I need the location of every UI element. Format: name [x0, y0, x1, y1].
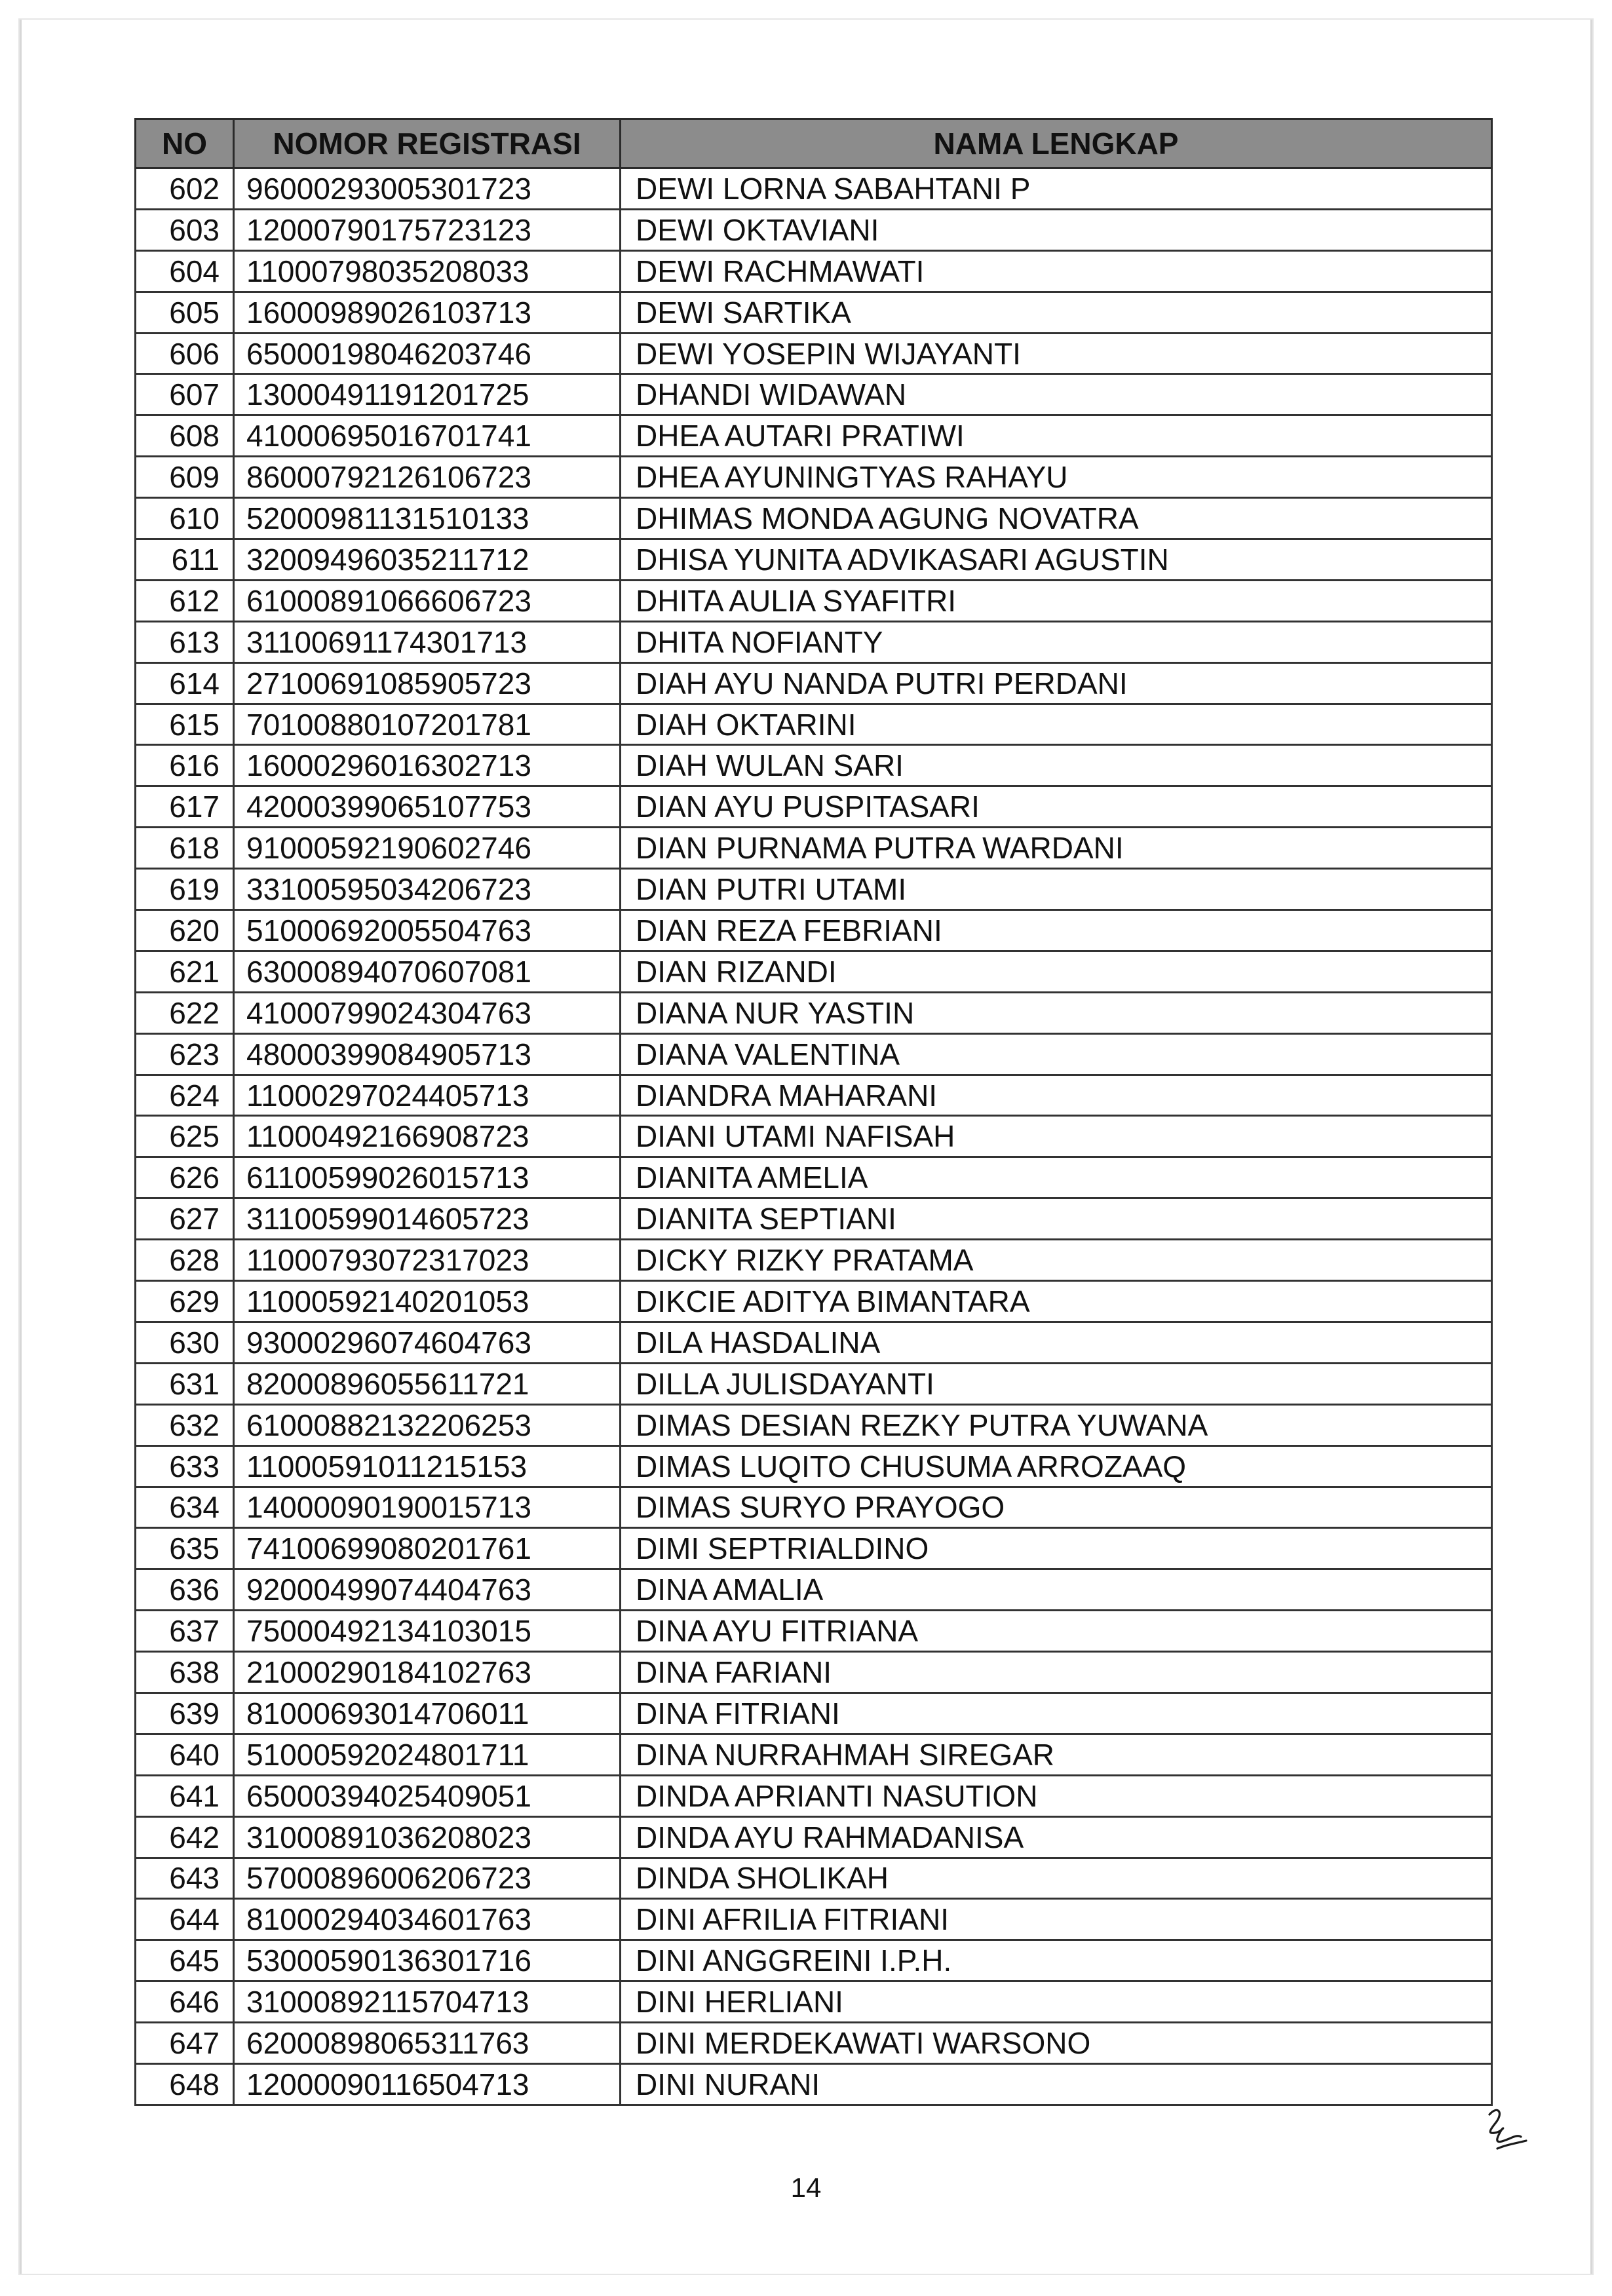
row-number-cell: 642 [136, 1816, 234, 1858]
table-row [136, 745, 1492, 786]
full-name-cell: DICKY RIZKY PRATAMA [621, 1240, 1492, 1281]
registration-number-cell: 52000981131510133 [234, 498, 621, 539]
table-row [136, 951, 1492, 992]
table-row [136, 292, 1492, 333]
registration-number-cell: 81000294034601763 [234, 1899, 621, 1940]
table-row [136, 992, 1492, 1033]
registration-number-cell: 53000590136301716 [234, 1940, 621, 1981]
row-number-cell: 632 [136, 1404, 234, 1445]
registration-number-cell: 11000592140201053 [234, 1281, 621, 1322]
full-name-cell: DIANA NUR YASTIN [621, 992, 1492, 1033]
full-name-cell: DIAH AYU NANDA PUTRI PERDANI [621, 662, 1492, 704]
full-name-cell: DHISA YUNITA ADVIKASARI AGUSTIN [621, 539, 1492, 581]
row-number-cell: 639 [136, 1693, 234, 1734]
table-row [136, 1652, 1492, 1693]
table-row [136, 1816, 1492, 1858]
row-number-cell: 604 [136, 250, 234, 292]
row-number-cell: 623 [136, 1033, 234, 1075]
registration-number-cell: 65000394025409051 [234, 1775, 621, 1816]
row-number-cell: 634 [136, 1487, 234, 1528]
full-name-cell: DIKCIE ADITYA BIMANTARA [621, 1281, 1492, 1322]
table-row [136, 1693, 1492, 1734]
table-row [136, 498, 1492, 539]
registration-number-cell: 42000399065107753 [234, 786, 621, 828]
registration-number-cell: 12000790175723123 [234, 209, 621, 250]
row-number-cell: 633 [136, 1445, 234, 1487]
registration-number-cell: 14000090190015713 [234, 1487, 621, 1528]
row-number-cell: 611 [136, 539, 234, 581]
full-name-cell: DINA FITRIANI [621, 1693, 1492, 1734]
full-name-cell: DIANDRA MAHARANI [621, 1075, 1492, 1116]
table-row [136, 1445, 1492, 1487]
row-number-cell: 621 [136, 951, 234, 992]
registration-number-cell: 57000896006206723 [234, 1858, 621, 1899]
table-row [136, 1940, 1492, 1981]
full-name-cell: DINA FARIANI [621, 1652, 1492, 1693]
table-row [136, 1981, 1492, 2023]
full-name-cell: DIANITA SEPTIANI [621, 1198, 1492, 1240]
registration-number-cell: 70100880107201781 [234, 704, 621, 745]
row-number-cell: 644 [136, 1899, 234, 1940]
row-number-cell: 610 [136, 498, 234, 539]
table-row [136, 1322, 1492, 1363]
registration-number-cell: 16000989026103713 [234, 292, 621, 333]
registration-number-cell: 27100691085905723 [234, 662, 621, 704]
registration-number-cell: 81000693014706011 [234, 1693, 621, 1734]
registration-number-cell: 74100699080201761 [234, 1528, 621, 1569]
registration-number-cell: 51000692005504763 [234, 910, 621, 951]
registration-number-cell: 31100599014605723 [234, 1198, 621, 1240]
registration-number-cell: 91000592190602746 [234, 828, 621, 869]
full-name-cell: DIMAS DESIAN REZKY PUTRA YUWANA [621, 1404, 1492, 1445]
row-number-cell: 628 [136, 1240, 234, 1281]
full-name-cell: DILLA JULISDAYANTI [621, 1363, 1492, 1404]
table-row [136, 1734, 1492, 1775]
registration-number-cell: 11000591011215153 [234, 1445, 621, 1487]
full-name-cell: DIAH WULAN SARI [621, 745, 1492, 786]
registration-number-cell: 16000296016302713 [234, 745, 621, 786]
full-name-cell: DIAN PUTRI UTAMI [621, 869, 1492, 910]
table-row [136, 1404, 1492, 1445]
table-row [136, 1075, 1492, 1116]
registration-number-cell: 11000798035208033 [234, 250, 621, 292]
full-name-cell: DHIMAS MONDA AGUNG NOVATRA [621, 498, 1492, 539]
row-number-cell: 617 [136, 786, 234, 828]
header-no: NO [136, 119, 234, 168]
full-name-cell: DIAN PURNAMA PUTRA WARDANI [621, 828, 1492, 869]
table-row [136, 457, 1492, 498]
full-name-cell: DINI HERLIANI [621, 1981, 1492, 2023]
full-name-cell: DINI AFRILIA FITRIANI [621, 1899, 1492, 1940]
registration-number-cell: 21000290184102763 [234, 1652, 621, 1693]
full-name-cell: DIAN REZA FEBRIANI [621, 910, 1492, 951]
table-row [136, 704, 1492, 745]
initial-signature [1478, 2100, 1537, 2159]
table-row [136, 250, 1492, 292]
full-name-cell: DIMI SEPTRIALDINO [621, 1528, 1492, 1569]
table-row [136, 869, 1492, 910]
table-row [136, 621, 1492, 662]
full-name-cell: DINA AMALIA [621, 1569, 1492, 1611]
table-row [136, 1281, 1492, 1322]
registration-number-cell: 11000793072317023 [234, 1240, 621, 1281]
row-number-cell: 605 [136, 292, 234, 333]
table-row [136, 1116, 1492, 1157]
row-number-cell: 630 [136, 1322, 234, 1363]
full-name-cell: DEWI OKTAVIANI [621, 209, 1492, 250]
table-row [136, 539, 1492, 581]
row-number-cell: 629 [136, 1281, 234, 1322]
full-name-cell: DIANI UTAMI NAFISAH [621, 1116, 1492, 1157]
registration-number-cell: 61000891066606723 [234, 580, 621, 621]
table-row [136, 1528, 1492, 1569]
registration-number-cell: 65000198046203746 [234, 333, 621, 374]
full-name-cell: DINI NURANI [621, 2063, 1492, 2105]
full-name-cell: DHITA NOFIANTY [621, 621, 1492, 662]
row-number-cell: 606 [136, 333, 234, 374]
row-number-cell: 638 [136, 1652, 234, 1693]
registration-number-cell: 62000898065311763 [234, 2023, 621, 2064]
full-name-cell: DEWI SARTIKA [621, 292, 1492, 333]
row-number-cell: 646 [136, 1981, 234, 2023]
registration-number-cell: 31100691174301713 [234, 621, 621, 662]
row-number-cell: 615 [136, 704, 234, 745]
table-row [136, 1611, 1492, 1652]
full-name-cell: DINDA AYU RAHMADANISA [621, 1816, 1492, 1858]
row-number-cell: 627 [136, 1198, 234, 1240]
full-name-cell: DIANITA AMELIA [621, 1157, 1492, 1198]
row-number-cell: 641 [136, 1775, 234, 1816]
table-row [136, 209, 1492, 250]
full-name-cell: DHEA AYUNINGTYAS RAHAYU [621, 457, 1492, 498]
full-name-cell: DEWI RACHMAWATI [621, 250, 1492, 292]
table-row [136, 786, 1492, 828]
row-number-cell: 643 [136, 1858, 234, 1899]
full-name-cell: DHEA AUTARI PRATIWI [621, 415, 1492, 457]
scan-edge-left [20, 20, 22, 2274]
row-number-cell: 622 [136, 992, 234, 1033]
header-registration-number: NOMOR REGISTRASI [234, 119, 621, 168]
table-row [136, 374, 1492, 415]
full-name-cell: DINA NURRAHMAH SIREGAR [621, 1734, 1492, 1775]
full-name-cell: DIANA VALENTINA [621, 1033, 1492, 1075]
registration-number-cell: 75000492134103015 [234, 1611, 621, 1652]
registration-number-cell: 96000293005301723 [234, 168, 621, 210]
row-number-cell: 636 [136, 1569, 234, 1611]
row-number-cell: 648 [136, 2063, 234, 2105]
header-full-name: NAMA LENGKAP [621, 119, 1492, 168]
row-number-cell: 613 [136, 621, 234, 662]
table-row [136, 1775, 1492, 1816]
full-name-cell: DINA AYU FITRIANA [621, 1611, 1492, 1652]
table-row [136, 168, 1492, 210]
table-row [136, 910, 1492, 951]
table-row [136, 1569, 1492, 1611]
table-row [136, 1858, 1492, 1899]
registration-table-container [134, 118, 1491, 2106]
row-number-cell: 624 [136, 1075, 234, 1116]
full-name-cell: DIMAS SURYO PRAYOGO [621, 1487, 1492, 1528]
table-row [136, 1033, 1492, 1075]
row-number-cell: 631 [136, 1363, 234, 1404]
registration-number-cell: 31000892115704713 [234, 1981, 621, 2023]
registration-number-cell: 33100595034206723 [234, 869, 621, 910]
row-number-cell: 635 [136, 1528, 234, 1569]
registration-number-cell: 61000882132206253 [234, 1404, 621, 1445]
table-row [136, 1157, 1492, 1198]
registration-number-cell: 61100599026015713 [234, 1157, 621, 1198]
row-number-cell: 619 [136, 869, 234, 910]
table-row [136, 333, 1492, 374]
row-number-cell: 616 [136, 745, 234, 786]
registration-number-cell: 63000894070607081 [234, 951, 621, 992]
registration-number-cell: 51000592024801711 [234, 1734, 621, 1775]
table-row [136, 662, 1492, 704]
table-row [136, 2023, 1492, 2064]
full-name-cell: DILA HASDALINA [621, 1322, 1492, 1363]
table-row [136, 580, 1492, 621]
registration-number-cell: 13000491191201725 [234, 374, 621, 415]
full-name-cell: DINI MERDEKAWATI WARSONO [621, 2023, 1492, 2064]
table-row [136, 1240, 1492, 1281]
row-number-cell: 640 [136, 1734, 234, 1775]
full-name-cell: DHITA AULIA SYAFITRI [621, 580, 1492, 621]
table-header-row [136, 119, 1492, 168]
table-row [136, 1899, 1492, 1940]
full-name-cell: DINDA APRIANTI NASUTION [621, 1775, 1492, 1816]
row-number-cell: 647 [136, 2023, 234, 2064]
table-row [136, 828, 1492, 869]
registration-number-cell: 31000891036208023 [234, 1816, 621, 1858]
table-row [136, 415, 1492, 457]
table-row [136, 2063, 1492, 2105]
row-number-cell: 620 [136, 910, 234, 951]
row-number-cell: 645 [136, 1940, 234, 1981]
scan-edge-right [1590, 20, 1592, 2274]
row-number-cell: 609 [136, 457, 234, 498]
row-number-cell: 612 [136, 580, 234, 621]
registration-number-cell: 11000297024405713 [234, 1075, 621, 1116]
row-number-cell: 603 [136, 209, 234, 250]
registration-number-cell: 48000399084905713 [234, 1033, 621, 1075]
table-row [136, 1363, 1492, 1404]
registration-number-cell: 11000492166908723 [234, 1116, 621, 1157]
registration-number-cell: 92000499074404763 [234, 1569, 621, 1611]
row-number-cell: 608 [136, 415, 234, 457]
full-name-cell: DHANDI WIDAWAN [621, 374, 1492, 415]
full-name-cell: DINI ANGGREINI I.P.H. [621, 1940, 1492, 1981]
registration-number-cell: 82000896055611721 [234, 1363, 621, 1404]
row-number-cell: 637 [136, 1611, 234, 1652]
full-name-cell: DEWI LORNA SABAHTANI P [621, 168, 1492, 210]
registration-number-cell: 12000090116504713 [234, 2063, 621, 2105]
registration-number-cell: 86000792126106723 [234, 457, 621, 498]
row-number-cell: 626 [136, 1157, 234, 1198]
page-number: 14 [790, 2172, 822, 2203]
full-name-cell: DIMAS LUQITO CHUSUMA ARROZAAQ [621, 1445, 1492, 1487]
row-number-cell: 602 [136, 168, 234, 210]
table-row [136, 1198, 1492, 1240]
full-name-cell: DIAN AYU PUSPITASARI [621, 786, 1492, 828]
row-number-cell: 607 [136, 374, 234, 415]
registration-table [134, 118, 1493, 2106]
table-body [136, 168, 1492, 2105]
registration-number-cell: 41000799024304763 [234, 992, 621, 1033]
row-number-cell: 618 [136, 828, 234, 869]
full-name-cell: DEWI YOSEPIN WIJAYANTI [621, 333, 1492, 374]
registration-number-cell: 41000695016701741 [234, 415, 621, 457]
row-number-cell: 614 [136, 662, 234, 704]
registration-number-cell: 93000296074604763 [234, 1322, 621, 1363]
table-row [136, 1487, 1492, 1528]
row-number-cell: 625 [136, 1116, 234, 1157]
full-name-cell: DIAN RIZANDI [621, 951, 1492, 992]
full-name-cell: DINDA SHOLIKAH [621, 1858, 1492, 1899]
full-name-cell: DIAH OKTARINI [621, 704, 1492, 745]
registration-number-cell: 32009496035211712 [234, 539, 621, 581]
